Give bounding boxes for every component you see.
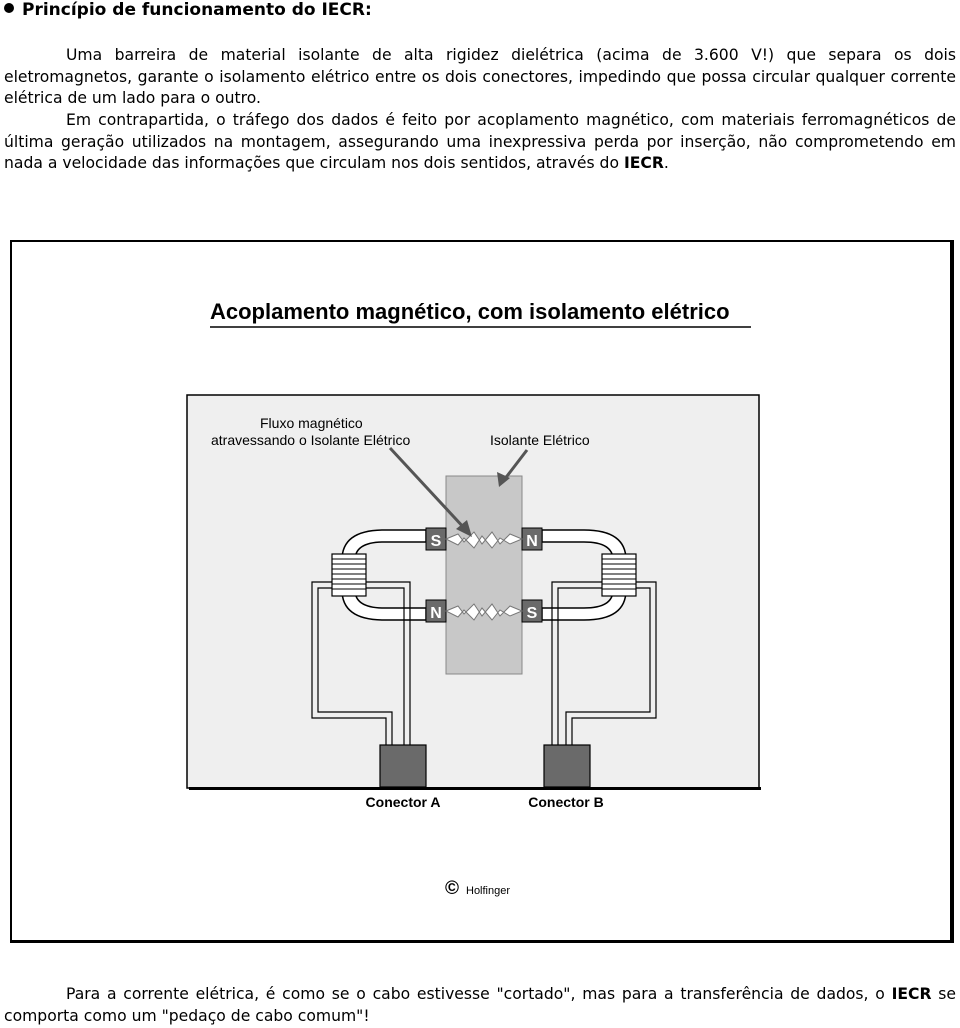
connector-b-label: Conector B	[528, 794, 604, 810]
diagram-panel-shadow	[189, 787, 761, 790]
pole-label-bottom-right: S	[526, 605, 538, 622]
iecr-bold: IECR	[891, 985, 932, 1003]
section-heading	[4, 0, 372, 20]
paragraph-magnetic-coupling	[4, 110, 956, 175]
copyright-mark	[445, 878, 510, 899]
figure-frame	[10, 240, 954, 943]
connector-a-label: Conector A	[365, 794, 441, 810]
pole-label-bottom-left: N	[430, 605, 442, 622]
figure-title: Acoplamento magnético, com isolamento elétrico	[210, 299, 730, 324]
pole-label-top-left: S	[430, 533, 442, 550]
label-flux-line1: Fluxo magnético	[260, 415, 363, 431]
connector-a-block	[380, 745, 426, 787]
coupling-diagram	[12, 242, 950, 940]
insulator-block	[446, 476, 522, 674]
pole-label-top-right: N	[526, 533, 538, 550]
label-flux-line2: atravessando o Isolante Elétrico	[211, 432, 411, 448]
bullet-icon	[4, 3, 14, 13]
paragraph-conclusion	[4, 984, 956, 1027]
paragraph-text: Para a corrente elétrica, é como se o cabo estivesse "cortado", mas para a transferência de dados, o	[66, 985, 892, 1003]
copyright-icon: ©	[445, 878, 459, 899]
left-coil	[332, 554, 366, 596]
copyright-name: Holfinger	[466, 885, 511, 897]
paragraph-text: se comporta como um "pedaço de cabo comum"!	[4, 985, 956, 1025]
paragraph-insulation: Uma barreira de material isolante de alta rigidez dielétrica (acima de 3.600 V!) que separa os dois eletromagnetos, garante o isolamento elétrico entre os dois conectores, impedindo que possa circular qualquer corrente elétrica de um lado para o outro.	[4, 46, 956, 107]
iecr-bold: IECR	[623, 154, 664, 172]
section-heading-text: Princípio de funcionamento do IECR:	[22, 0, 372, 20]
connector-b-block	[544, 745, 590, 787]
right-coil	[602, 554, 636, 596]
paragraph-text: Em contrapartida, o tráfego dos dados é feito por acoplamento magnético, com materiais ferromagnéticos de última geração utilizados na montagem, assegurando uma inexpressiva perda por inserção, não comprometendo em nada a velocidade das informações que circulam nos dois sentidos, através do	[4, 111, 956, 172]
label-insulator: Isolante Elétrico	[490, 432, 590, 448]
paragraph-text: .	[663, 154, 669, 172]
